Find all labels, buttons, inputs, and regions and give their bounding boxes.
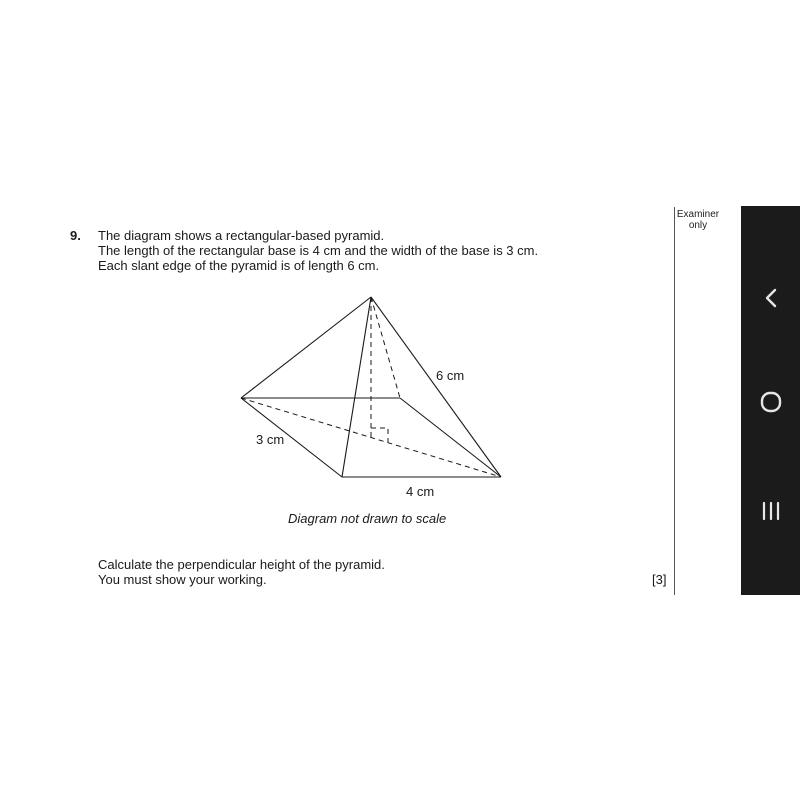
home-button[interactable] (741, 382, 800, 422)
examiner-column-rule (674, 207, 675, 595)
diagram-caption: Diagram not drawn to scale (288, 511, 447, 526)
recent-apps-button[interactable] (741, 491, 800, 531)
slant-edge-front (342, 297, 371, 477)
examiner-label-line-2: only (688, 220, 708, 231)
slant-edge-left (241, 297, 371, 398)
question-number: 9. (70, 228, 81, 243)
examiner-label-line-1: Examiner (676, 209, 720, 220)
label-base-length: 4 cm (406, 484, 435, 499)
back-button[interactable] (741, 278, 800, 318)
home-icon (758, 389, 784, 415)
edge-back-right (400, 398, 501, 477)
label-slant-edge: 6 cm (436, 368, 465, 383)
examiner-only-label (676, 209, 720, 231)
hidden-slant-edge (371, 297, 400, 398)
question-line-3: Each slant edge of the pyramid is of length 6 cm. (98, 258, 380, 273)
back-icon (761, 286, 781, 310)
recent-apps-icon (759, 500, 783, 522)
question-line-2: The length of the rectangular base is 4 cm and the width of the base is 3 cm. (98, 243, 539, 258)
android-navigation-bar (741, 206, 800, 595)
label-base-width: 3 cm (256, 432, 285, 447)
slant-edge-right (371, 297, 501, 477)
marks-allocation: [3] (652, 572, 667, 587)
question-line-1: The diagram shows a rectangular-based pyramid. (98, 228, 385, 243)
instruction-line-1: Calculate the perpendicular height of the pyramid. (98, 557, 385, 572)
instruction-line-2: You must show your working. (98, 572, 267, 587)
